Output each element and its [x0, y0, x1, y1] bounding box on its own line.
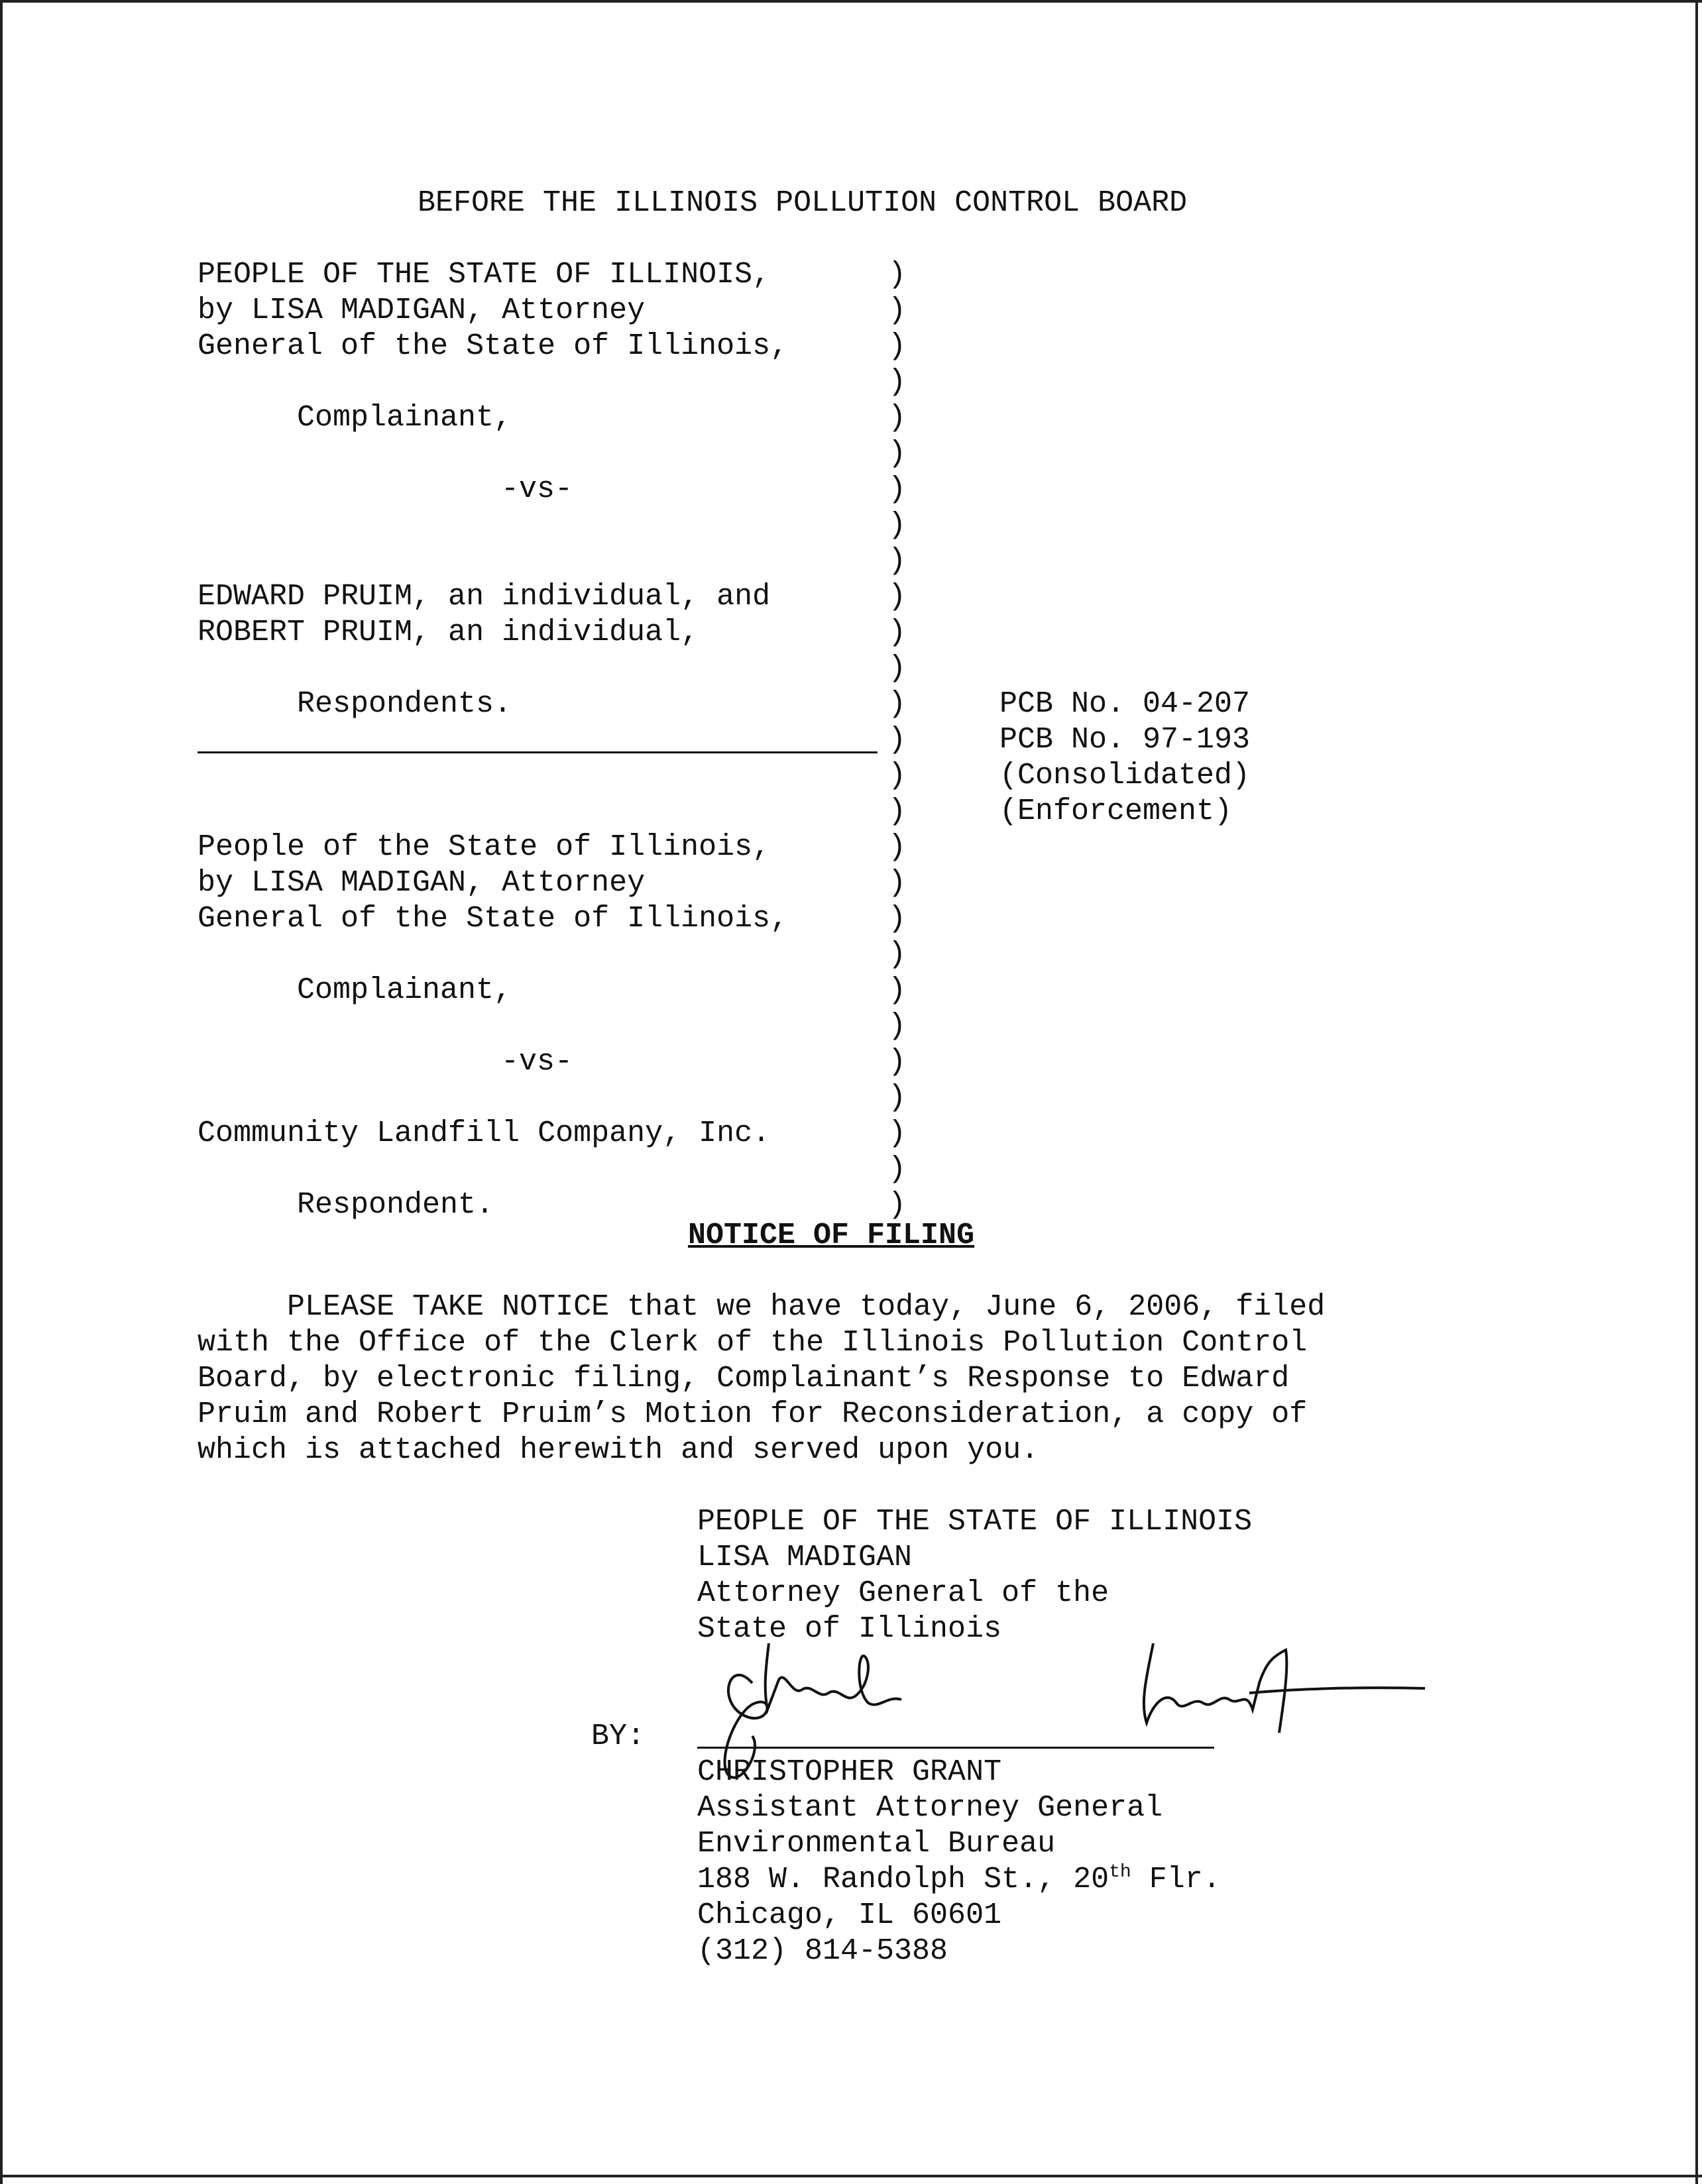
- case-consolidated: (Consolidated): [999, 759, 1251, 792]
- paren: ): [888, 1081, 907, 1115]
- signature-org-line-4: State of Illinois: [697, 1612, 1002, 1646]
- paren: ): [888, 437, 907, 470]
- case2-complainant-line-1: People of the State of Illinois,: [198, 830, 771, 864]
- case-number-2: PCB No. 97-193: [999, 723, 1251, 757]
- case1-complainant-role: Complainant,: [297, 401, 512, 435]
- paren: ): [888, 830, 907, 864]
- signature-org-line-1: PEOPLE OF THE STATE OF ILLINOIS: [697, 1505, 1253, 1539]
- paren: ): [888, 687, 907, 721]
- page-border-left: [0, 0, 3, 2184]
- body-line-5: which is attached herewith and served upon you.: [198, 1433, 1039, 1467]
- case2-respondent-line-1: Community Landfill Company, Inc.: [198, 1117, 771, 1150]
- paren: ): [888, 1117, 907, 1150]
- case2-respondent-role: Respondent.: [297, 1188, 494, 1222]
- paren: ): [888, 1045, 907, 1079]
- paren: ): [888, 329, 907, 363]
- case1-respondent-line-1: EDWARD PRUIM, an individual, and: [198, 580, 771, 614]
- case1-complainant-line-1: PEOPLE OF THE STATE OF ILLINOIS,: [198, 258, 771, 292]
- page-border-right: [1695, 0, 1698, 2184]
- paren: ): [888, 258, 907, 292]
- address-ordinal-suffix: th: [1109, 1862, 1131, 1883]
- paren: ): [888, 794, 907, 828]
- signature-org-line-2: LISA MADIGAN: [697, 1541, 913, 1574]
- by-label: BY:: [591, 1720, 646, 1753]
- paren: ): [888, 759, 907, 792]
- signer-address-street: [697, 1862, 1221, 1898]
- paren: ): [888, 616, 907, 649]
- paren: ): [888, 401, 907, 435]
- paren: ): [888, 365, 907, 399]
- signer-title: Assistant Attorney General: [697, 1791, 1163, 1825]
- body-line-4: Pruim and Robert Pruim’s Motion for Reconsideration, a copy of: [198, 1397, 1308, 1431]
- signer-name: CHRISTOPHER GRANT: [697, 1755, 1002, 1789]
- paren: ): [888, 1009, 907, 1043]
- case1-versus: -vs-: [501, 472, 573, 506]
- case1-respondent-line-2: ROBERT PRUIM, an individual,: [198, 616, 699, 649]
- case-divider-rule: [198, 751, 878, 753]
- case-number-1: PCB No. 04-207: [999, 687, 1251, 721]
- paren: ): [888, 508, 907, 542]
- body-line-2: with the Office of the Clerk of the Illinois Pollution Control: [198, 1326, 1308, 1360]
- paren: ): [888, 294, 907, 327]
- case2-complainant-line-3: General of the State of Illinois,: [198, 902, 789, 936]
- case1-complainant-line-2: by LISA MADIGAN, Attorney: [198, 294, 646, 327]
- address-street-text: 188 W. Randolph St., 20: [697, 1863, 1109, 1896]
- signature-org-line-3: Attorney General of the: [697, 1576, 1109, 1610]
- paren: ): [888, 544, 907, 578]
- address-floor-text: Flr.: [1131, 1863, 1221, 1896]
- page-border-bottom: [0, 2175, 1702, 2177]
- body-line-3: Board, by electronic filing, Complainant’s Response to Edward: [198, 1362, 1290, 1395]
- case2-complainant-line-2: by LISA MADIGAN, Attorney: [198, 866, 646, 900]
- paren: ): [888, 651, 907, 685]
- paren: ): [888, 866, 907, 900]
- case-enforcement: (Enforcement): [999, 794, 1233, 828]
- paren: ): [888, 1152, 907, 1186]
- paren: ): [888, 580, 907, 614]
- case1-respondent-role: Respondents.: [297, 687, 512, 721]
- page-border-top: [0, 0, 1702, 3]
- body-line-1: PLEASE TAKE NOTICE that we have today, June 6, 2006, filed: [198, 1290, 1326, 1324]
- case2-complainant-role: Complainant,: [297, 973, 512, 1007]
- notice-title: NOTICE OF FILING: [688, 1219, 975, 1252]
- paren: ): [888, 472, 907, 506]
- case2-versus: -vs-: [501, 1045, 573, 1079]
- paren: ): [888, 938, 907, 971]
- paren: ): [888, 973, 907, 1007]
- paren: ): [888, 723, 907, 757]
- document-heading: BEFORE THE ILLINOIS POLLUTION CONTROL BOARD: [418, 186, 1188, 220]
- paren: ): [888, 1188, 907, 1222]
- signer-city: Chicago, IL 60601: [697, 1898, 1002, 1932]
- signer-phone: (312) 814-5388: [697, 1934, 948, 1968]
- signer-bureau: Environmental Bureau: [697, 1827, 1056, 1861]
- case1-complainant-line-3: General of the State of Illinois,: [198, 329, 789, 363]
- paren: ): [888, 902, 907, 936]
